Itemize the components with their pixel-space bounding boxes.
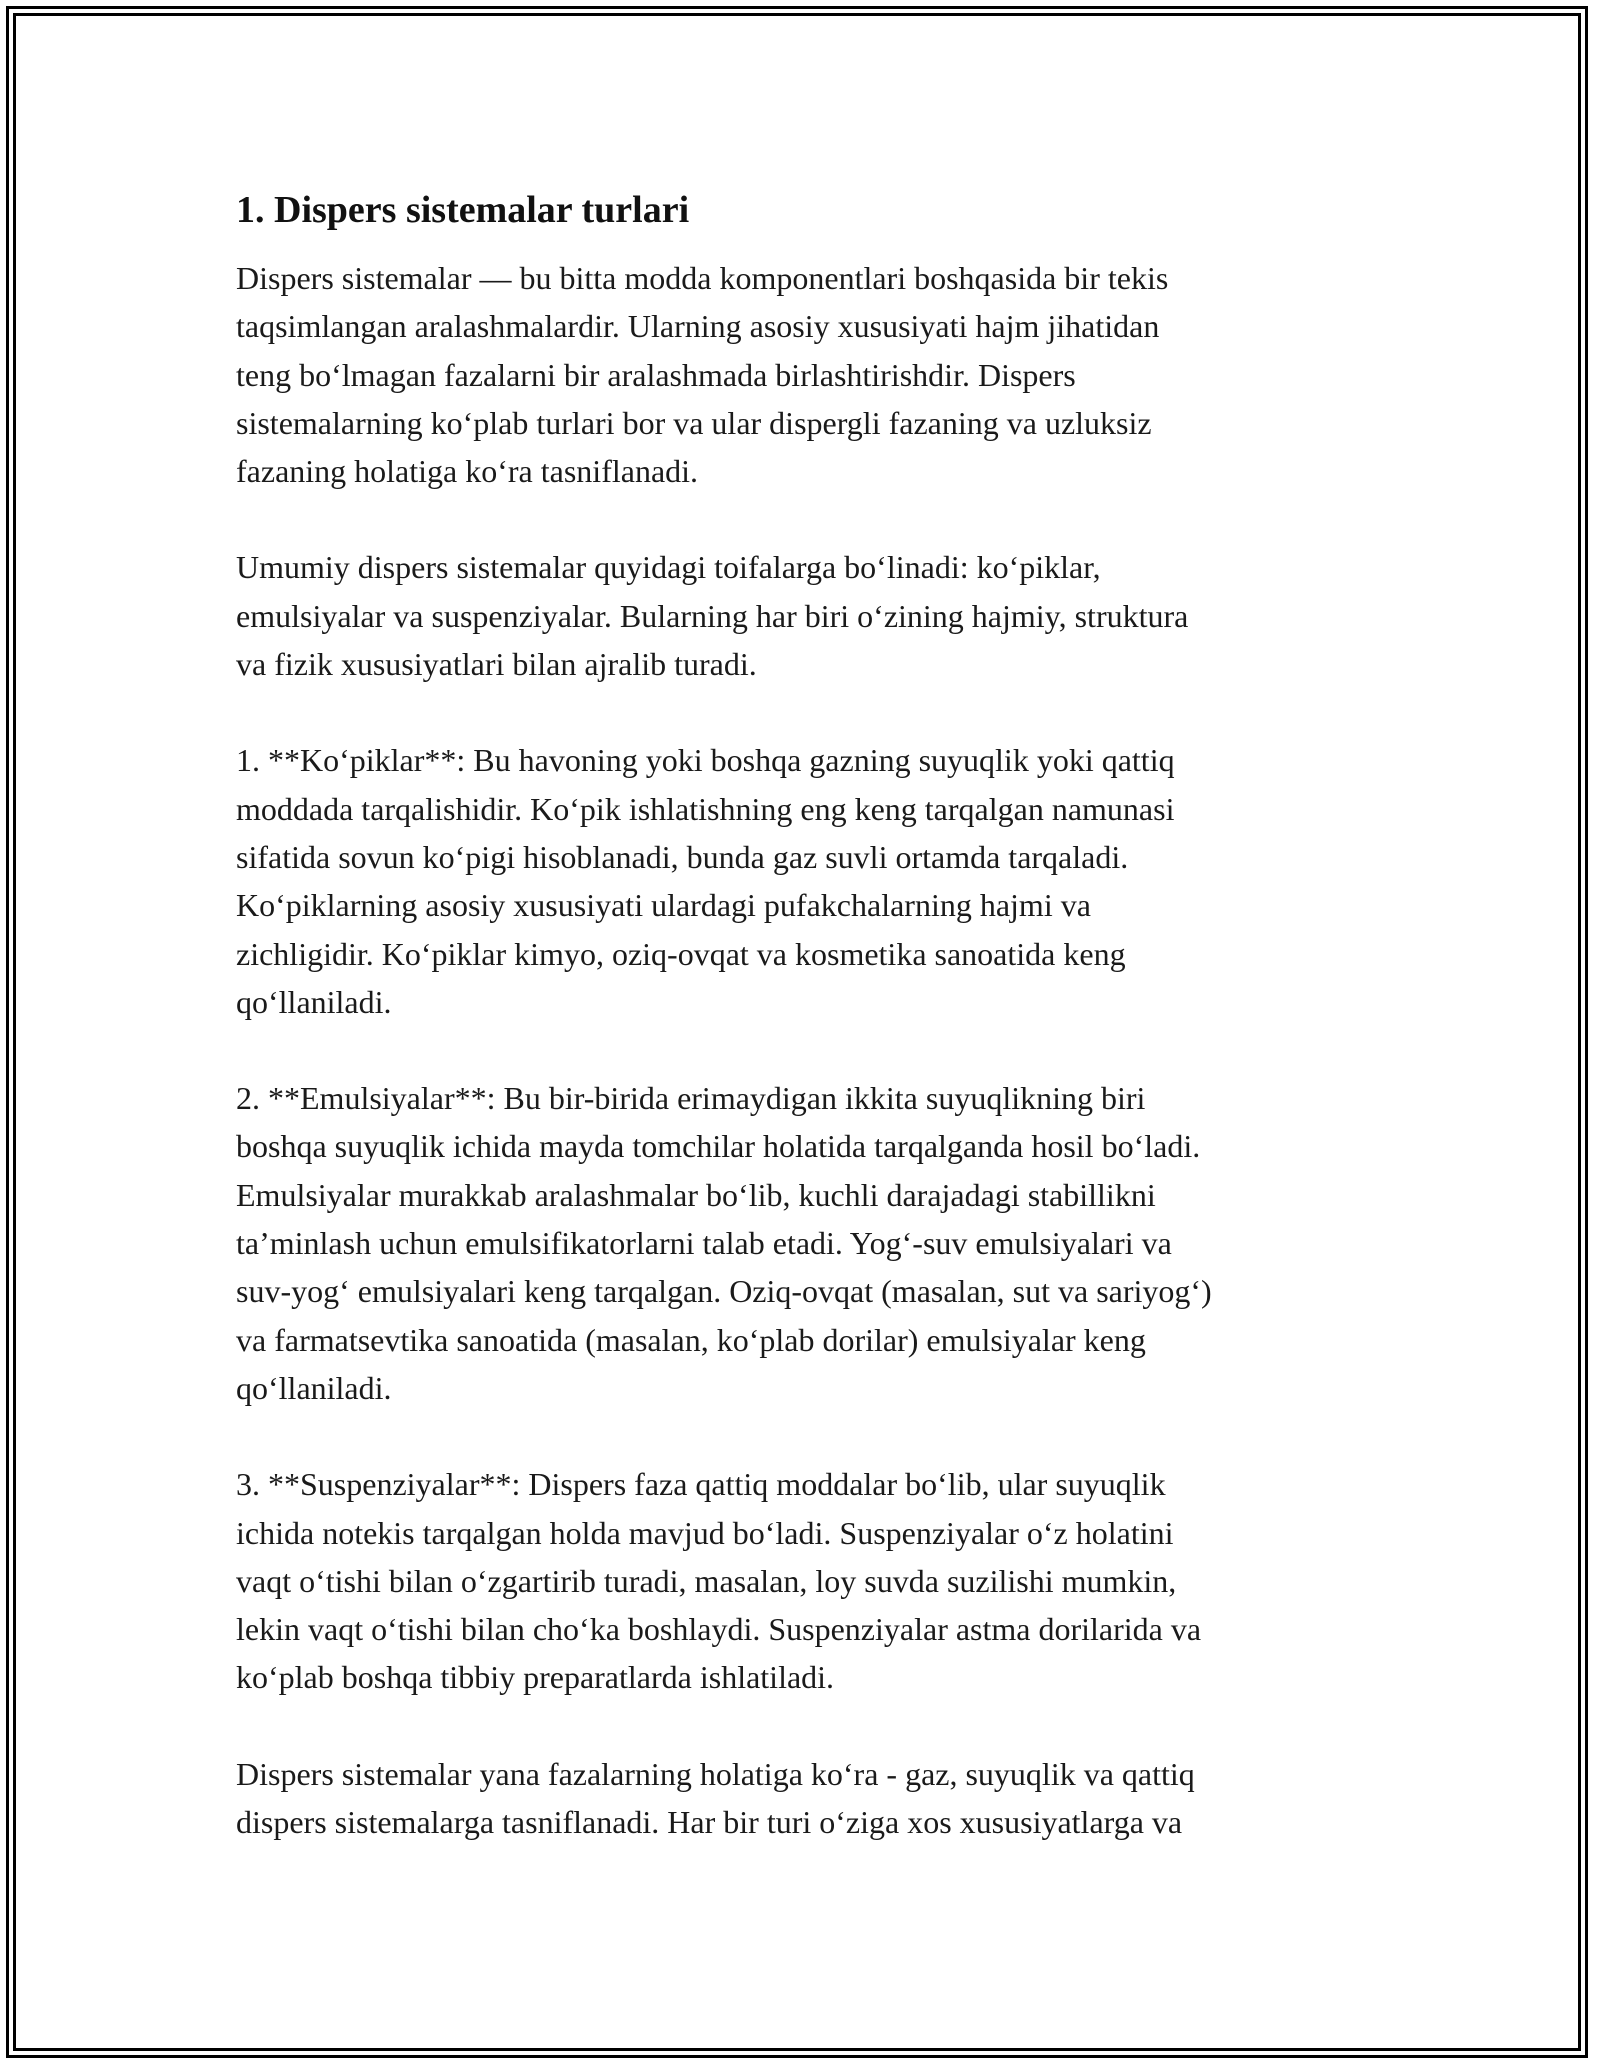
- paragraph-emulsions: 2. **Emulsiyalar**: Bu bir-birida erimaydigan ikkita suyuqlikning biri boshqa suyuqlik ichida mayda tomchilar holatida tarqalganda hosil boʻladi. Emulsiyalar murakkab aralashmalar boʻlib, kuchli darajadagi stabillikni taʼminlash uchun emulsifikatorlarni talab etadi. Yogʻ-suv emulsiyalari va suv-yogʻ emulsiyalari keng tarqalgan. Oziq-ovqat (masalan, sut va sariyogʻ) va farmatsevtika sanoatida (masalan, koʻplab dorilar) emulsiyalar keng qoʻllaniladi.: [236, 1080, 1212, 1406]
- paragraph-phase-states: Dispers sistemalar yana fazalarning holatiga koʻra - gaz, suyuqlik va qattiq dispers sistemalarga tasniflanadi. Har bir turi oʻziga xos xususiyatlarga va: [236, 1755, 1195, 1841]
- paragraph-categories: Umumiy dispers sistemalar quyidagi toifalarga boʻlinadi: koʻpiklar, emulsiyalar va suspenziyalar. Bularning har biri oʻzining hajmiy, struktura va fizik xususiyatlari bilan ajralib turadi.: [236, 549, 1189, 683]
- section-title: 1. Dispers sistemalar turlari: [236, 189, 690, 231]
- document-body: [236, 186, 1366, 1894]
- paragraph-foams: 1. **Koʻpiklar**: Bu havoning yoki boshqa gazning suyuqlik yoki qattiq moddada tarqalishidir. Koʻpik ishlatishning eng keng tarqalgan namunasi sifatida sovun koʻpigi hisoblanadi, bunda gaz suvli ortamda tarqaladi. Koʻpiklarning asosiy xususiyati ulardagi pufakchalarning hajmi va zichligidir. Koʻpiklar kimyo, oziq-ovqat va kosmetika sanoatida keng qoʻllaniladi.: [236, 742, 1175, 1020]
- paragraph-intro: Dispers sistemalar — bu bitta modda komponentlari boshqasida bir tekis taqsimlangan aralashmalardir. Ularning asosiy xususiyati hajm jihatidan teng boʻlmagan fazalarni bir aralashmada birlashtirishdir. Dispers sistemalarning koʻplab turlari bor va ular dispergli fazaning va uzluksiz fazaning holatiga koʻra tasniflanadi.: [236, 260, 1169, 490]
- paragraph-suspensions: 3. **Suspenziyalar**: Dispers faza qattiq moddalar boʻlib, ular suyuqlik ichida notekis tarqalgan holda mavjud boʻladi. Suspenziyalar oʻz holatini vaqt oʻtishi bilan oʻzgartirib turadi, masalan, loy suvda suzilishi mumkin, lekin vaqt oʻtishi bilan choʻka boshlaydi. Suspenziyalar astma dorilarida va koʻplab boshqa tibbiy preparatlarda ishlatiladi.: [236, 1466, 1202, 1696]
